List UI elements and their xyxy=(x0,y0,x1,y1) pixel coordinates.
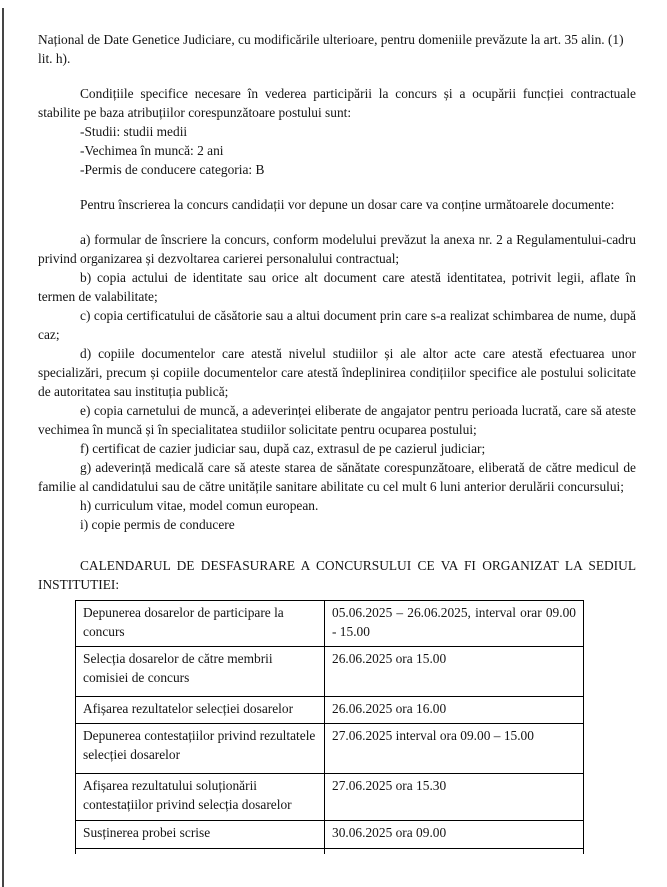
document-item-d: d) copiile documentelor care atestă nivelul studiilor și ale altor acte care atestă efectuarea unor specializări, precum și copiile documentelor care atestă îndeplinirea condițiilor specifice ale postului solicitate de autoritatea sau instituția publică; xyxy=(38,346,636,399)
activity-cell: Susținerea probei scrise xyxy=(76,821,325,849)
date-cell: 27.06.2025 ora 15.30 xyxy=(325,774,584,821)
table-row xyxy=(76,724,584,774)
activity-cell: Selecția dosarelor de către membrii comisiei de concurs xyxy=(76,647,325,697)
activity-cell: Afișarea rezultatului soluționării contestațiilor privind selecția dosarelor xyxy=(76,774,325,821)
table-row xyxy=(76,821,584,849)
activity-cell: Depunerea dosarelor de participare la concurs xyxy=(76,601,325,647)
intro-paragraph: Național de Date Genetice Judiciare, cu modificările ulterioare, pentru domeniile prevăzute la art. 35 alin. (1) lit. h). xyxy=(38,32,624,66)
table-row xyxy=(76,647,584,697)
condition-item-vechime: -Vechimea în muncă: 2 ani xyxy=(80,143,224,158)
condition-item-permis: -Permis de conducere categoria: B xyxy=(80,162,265,177)
date-cell: 26.06.2025 ora 16.00 xyxy=(325,697,584,724)
table-row-cutoff xyxy=(76,849,584,854)
document-item-i: i) copie permis de conducere xyxy=(80,517,235,532)
document-item-f: f) certificat de cazier judiciar sau, după caz, extrasul de pe cazierul judiciar; xyxy=(80,441,486,456)
page-left-scan-border xyxy=(2,8,4,887)
document-item-a: a) formular de înscriere la concurs, conform modelului prevăzut la anexa nr. 2 a Regulamentului-cadru privind organizarea și dezvoltarea carierei personalului contractual; xyxy=(38,232,636,266)
date-cell: 26.06.2025 ora 15.00 xyxy=(325,647,584,697)
document-item-h: h) curriculum vitae, model comun european. xyxy=(80,498,319,513)
calendar-table xyxy=(75,600,584,854)
table-row xyxy=(76,774,584,821)
table-row xyxy=(76,697,584,724)
date-cell: 30.06.2025 ora 09.00 xyxy=(325,821,584,849)
activity-cell: Afișarea rezultatelor selecției dosarelor xyxy=(76,697,325,724)
document-item-b: b) copia actului de identitate sau orice alt document care atestă identitatea, potrivit legii, aflate în termen de valabilitate; xyxy=(38,270,636,304)
table-row xyxy=(76,601,584,647)
documents-intro-paragraph: Pentru înscrierea la concurs candidații vor depune un dosar care va conține următoarele documente: xyxy=(80,197,615,212)
document-item-c: c) copia certificatului de căsătorie sau a altui document prin care s-a realizat schimbarea de nume, după caz; xyxy=(38,308,636,342)
calendar-heading: CALENDARUL DE DESFASURARE A CONCURSULUI CE VA FI ORGANIZAT LA SEDIUL INSTITUTIEI: xyxy=(38,558,636,592)
activity-cell-cutoff xyxy=(76,849,325,854)
conditions-paragraph: Condițiile specifice necesare în vederea participării la concurs și a ocupării funcției contractuale stabilite pe baza atribuțiilor corespunzătoare postului sunt: xyxy=(38,86,636,120)
document-item-e: e) copia carnetului de muncă, a adeverinței eliberate de angajator pentru perioada lucrată, care să ateste vechimea în muncă și în specialitatea studiilor solicitate pentru ocuparea postului; xyxy=(38,403,636,437)
document-item-g: g) adeverință medicală care să ateste starea de sănătate corespunzătoare, eliberată de către medicul de familie al candidatului sau de către unitățile sanitare abilitate cu cel mult 6 luni anterior derulării concursului; xyxy=(38,460,636,494)
condition-item-studii: -Studii: studii medii xyxy=(80,124,188,139)
activity-cell: Depunerea contestațiilor privind rezultatele selecției dosarelor xyxy=(76,724,325,774)
date-cell: 27.06.2025 interval ora 09.00 – 15.00 xyxy=(325,724,584,774)
document-content xyxy=(38,30,636,854)
date-cell: 05.06.2025 – 26.06.2025, interval orar 09.00 - 15.00 xyxy=(325,601,584,647)
date-cell-cutoff xyxy=(325,849,584,854)
